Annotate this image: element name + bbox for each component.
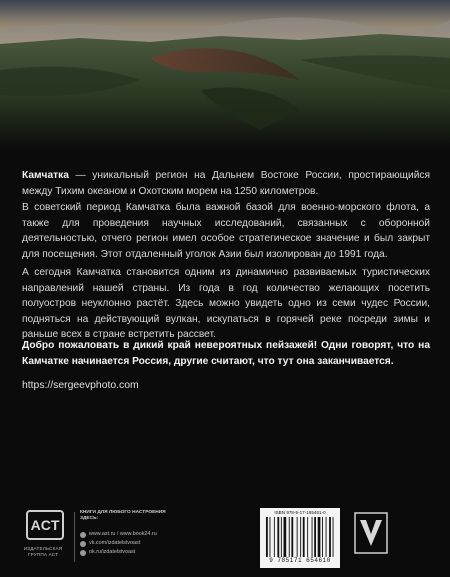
barcode-bar bbox=[333, 517, 334, 557]
welcome-paragraph: Добро пожаловать в дикий край невероятных пейзажей! Одни говорят, что на Камчатке начинается Россия, другие считают, что тут она заканчивается. bbox=[22, 340, 430, 367]
ok-icon bbox=[80, 550, 86, 556]
globe-icon bbox=[80, 532, 86, 538]
barcode-bar bbox=[329, 517, 331, 557]
barcode-bar bbox=[281, 517, 282, 557]
barcode-bars bbox=[266, 517, 334, 557]
isbn-label: ISBN 978-5-17-165461-0 bbox=[274, 510, 326, 515]
region-name: Камчатка bbox=[22, 170, 69, 181]
barcode-bar bbox=[289, 517, 290, 557]
books-caption: КНИГИ ДЛЯ ЛЮБОГО НАСТРОЕНИЯ ЗДЕСЬ: bbox=[80, 510, 166, 522]
website-link[interactable]: https://sergeevphoto.com bbox=[22, 380, 139, 391]
barcode-bar bbox=[297, 517, 298, 557]
tourism-paragraph: А сегодня Камчатка становится одним из динамично развиваемых туристических направлений нашей страны. Из года в год количество желающих посетить полуостров неуклонно растёт. Здесь можно увидеть одно из семи чудес России, подняться на действующий вулкан, искупаться в горячей реке посреди зимы и раньше всех в стране встретить рассвет. bbox=[22, 267, 430, 340]
barcode-bar bbox=[307, 517, 308, 557]
link-text[interactable]: www.ast.ru / www.book24.ru bbox=[89, 531, 157, 537]
barcode-bar bbox=[322, 517, 323, 557]
barcode-bar bbox=[312, 517, 313, 557]
vk-icon bbox=[80, 541, 86, 547]
barcode-bar bbox=[270, 517, 271, 557]
barcode-bar bbox=[326, 517, 327, 557]
link-row-website[interactable] bbox=[80, 530, 157, 539]
link-row-vk[interactable] bbox=[80, 539, 157, 548]
link-text[interactable]: ok.ru/izdatelstvoast bbox=[89, 549, 136, 555]
soviet-period-paragraph: В советский период Камчатка была важной базой для военно-морского флота, а также для проведения научных исследований, связанных с оборонной деятельностью, отчего регион имел особое стратегическое значение и был закрыт для посещения. Этот отдаленный уголок Азии был изолирован до 1991 года. bbox=[22, 202, 430, 260]
barcode-bar bbox=[277, 517, 279, 557]
imprint-v-logo bbox=[354, 512, 388, 554]
footer-divider bbox=[74, 512, 75, 562]
isbn-barcode bbox=[260, 508, 340, 568]
barcode-bar bbox=[266, 517, 268, 557]
barcode-bar bbox=[303, 517, 305, 557]
volcano-landscape-photo bbox=[0, 0, 450, 150]
link-text[interactable]: vk.com/izdatelstvoast bbox=[89, 540, 141, 546]
ast-logo-mark: ACT bbox=[26, 510, 64, 540]
barcode-bar bbox=[274, 517, 275, 557]
barcode-bar bbox=[318, 517, 321, 557]
intro-text: — уникальный регион на Дальнем Востоке России, простирающийся между Тихим океаном и Охотским морем на 1250 километров. bbox=[22, 170, 430, 197]
publisher-logo bbox=[20, 508, 66, 568]
barcode-bar bbox=[284, 517, 287, 557]
intro-paragraph bbox=[22, 168, 430, 199]
landscape-illustration bbox=[0, 0, 450, 150]
link-row-ok[interactable] bbox=[80, 548, 157, 557]
barcode-digits: 9 785171 654610 bbox=[269, 557, 331, 564]
publisher-name: ИЗДАТЕЛЬСКАЯ ГРУППА АСТ bbox=[23, 546, 63, 557]
barcode-bar bbox=[314, 517, 316, 557]
barcode-bar bbox=[300, 517, 301, 557]
barcode-bar bbox=[291, 517, 293, 557]
publisher-links bbox=[80, 530, 157, 557]
